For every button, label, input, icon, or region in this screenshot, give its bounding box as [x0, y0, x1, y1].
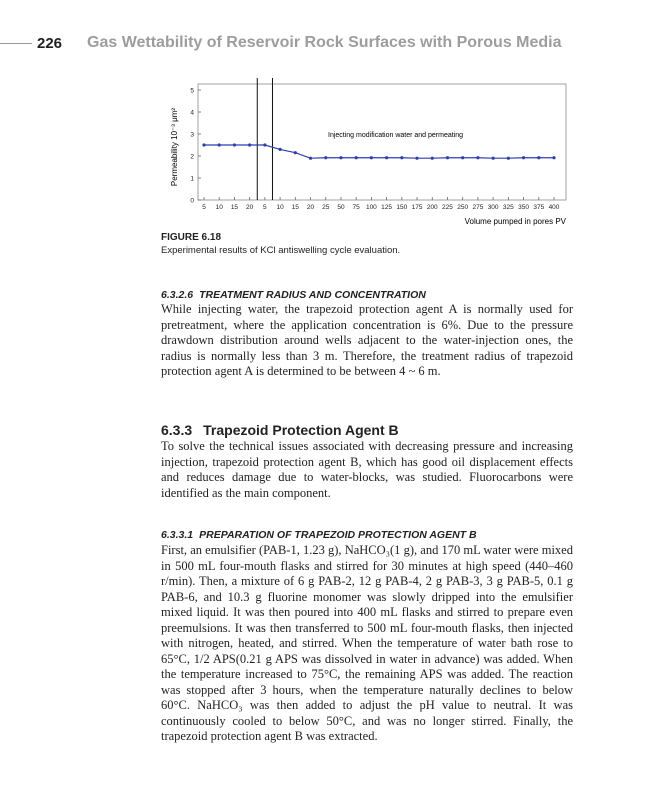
- x-tick-label: 15: [291, 204, 299, 211]
- x-tick-label: 125: [381, 204, 393, 211]
- x-tick-label: 15: [230, 204, 239, 211]
- chart-frame: [198, 84, 566, 200]
- x-tick-label: 10: [215, 204, 223, 211]
- data-point: [339, 156, 342, 159]
- data-point: [507, 157, 510, 160]
- page-number: 226: [37, 35, 63, 52]
- data-point: [522, 156, 525, 159]
- x-tick-label: 325: [502, 204, 514, 211]
- x-tick-label: 75: [352, 204, 360, 211]
- data-point: [492, 157, 495, 160]
- y-tick-label: 4: [190, 109, 194, 117]
- x-tick-label: 150: [396, 204, 408, 211]
- x-tick-label: 20: [306, 204, 315, 211]
- x-tick-label: 5: [202, 204, 206, 211]
- data-point: [309, 157, 312, 160]
- data-point: [278, 148, 281, 151]
- data-point: [476, 156, 479, 159]
- y-tick-label: 2: [190, 153, 194, 161]
- y-axis-label: Permeability 10⁻³ μm²: [170, 107, 179, 187]
- plot-border: [198, 84, 566, 200]
- y-axis: [190, 88, 201, 205]
- paragraph-treatment-radius: While injecting water, the trapezoid protection agent A is normally used for pretreatment, where the application concentration is 6%. Due to the pressure drawdown distribution around wells adjacent to the water-injection ones, the radius is normally less than 3 m. Therefore, the treatment radius of trapezoid protection agent A is determined to be between 4 ~ 6 m.: [161, 302, 573, 378]
- section-title: TREATMENT RADIUS AND CONCENTRATION: [199, 289, 426, 301]
- data-point: [202, 143, 205, 146]
- x-tick-label: 5: [263, 204, 267, 211]
- x-axis: [202, 197, 560, 211]
- x-tick-label: 375: [533, 204, 545, 211]
- x-tick-label: 350: [518, 204, 529, 211]
- x-tick-label: 200: [426, 204, 438, 211]
- x-tick-label: 20: [246, 204, 254, 211]
- series-line: [204, 145, 554, 158]
- section-heading-6-3-3-1: [161, 529, 477, 541]
- y-tick-label: 3: [190, 131, 194, 139]
- x-tick-label: 50: [337, 204, 345, 211]
- x-axis-label: Volume pumped in pores PV: [464, 217, 566, 226]
- section-heading-6-3-2-6: [161, 289, 426, 301]
- data-point: [446, 156, 449, 159]
- section-title: Trapezoid Protection Agent B: [203, 422, 399, 438]
- data-point: [415, 157, 418, 160]
- paragraph-preparation: First, an emulsifier (PAB-1, 1.23 g), NaHCO₃(1 g), and 170 mL water were mixed in 500 mL four-mouth flasks and stirred for 30 minutes at high speed (440–460 r/min). Then, a mixture of 6 g PAB-2, 12 g PAB-4, 2 g PAB-3, 3 g PAB-5, 0.1 g PAB-6, and 10.3 g fluorine monomer was slowly dripped into the emulsifier mixed liquid. It was then poured into 400 mL flasks and stirred to prepare even preemulsions. It was then transferred to 500 mL four-mouth flasks, then injected with nitrogen, heated, and stirred. When the temperature of water bath rose to 65°C, 1/2 APS(0.21 g APS was dissolved in water in advance) was added. When the temperature increased to 75°C, the remaining APS was added. The reaction was stopped after 3 hours, when the temperature naturally declines to below 60°C. NaHCO₃ was then added to adjust the pH value to neutral. It was continuously cooled to below 50°C, and was no longer stirred. Finally, the trapezoid protection agent B was extracted.: [161, 543, 573, 743]
- x-tick-label: 225: [442, 204, 453, 211]
- chart-annotation: Injecting modification water and permeating: [328, 132, 464, 139]
- data-point: [248, 143, 251, 146]
- x-tick-label: 275: [472, 204, 484, 211]
- section-number: 6.3.3.1: [161, 529, 194, 541]
- data-point: [537, 156, 540, 159]
- section-number: 6.3.2.6: [161, 289, 194, 301]
- running-title: Gas Wettability of Reservoir Rock Surfaces with Porous Media: [87, 34, 562, 51]
- figure-label: FIGURE 6.18: [161, 232, 222, 243]
- figure-caption: Experimental results of KCl antiswelling cycle evaluation.: [161, 245, 401, 256]
- y-tick-label: 0: [190, 197, 194, 205]
- x-tick-label: 10: [276, 204, 284, 211]
- x-tick-label: 250: [457, 204, 469, 211]
- x-tick-label: 175: [411, 204, 423, 211]
- x-tick-label: 300: [487, 204, 499, 211]
- data-point: [294, 151, 297, 154]
- data-point: [431, 157, 434, 160]
- data-point: [552, 156, 555, 159]
- section-title: PREPARATION OF TRAPEZOID PROTECTION AGENT B: [199, 529, 477, 541]
- y-tick-label: 5: [190, 87, 194, 95]
- data-point: [263, 143, 266, 146]
- data-series: [202, 143, 555, 159]
- section-heading-6-3-3: [161, 422, 399, 438]
- paragraph-agent-b: To solve the technical issues associated with decreasing pressure and increasing injection, trapezoid protection agent B, which has good oil displacement effects and reduces damage due to water-blocks, was studied. Fluorocarbons were identified as the main component.: [161, 439, 573, 500]
- data-point: [461, 156, 464, 159]
- permeability-chart: [0, 0, 648, 240]
- phase-dividers: [257, 78, 272, 200]
- y-tick-label: 1: [190, 175, 194, 183]
- x-tick-label: 400: [548, 204, 560, 211]
- x-tick-label: 25: [322, 204, 330, 211]
- data-point: [400, 156, 403, 159]
- data-point: [324, 156, 327, 159]
- section-number: 6.3.3: [161, 422, 193, 438]
- data-point: [355, 156, 358, 159]
- data-point: [385, 156, 388, 159]
- data-point: [370, 156, 373, 159]
- data-point: [218, 143, 221, 146]
- data-point: [233, 143, 236, 146]
- x-tick-label: 100: [365, 204, 377, 211]
